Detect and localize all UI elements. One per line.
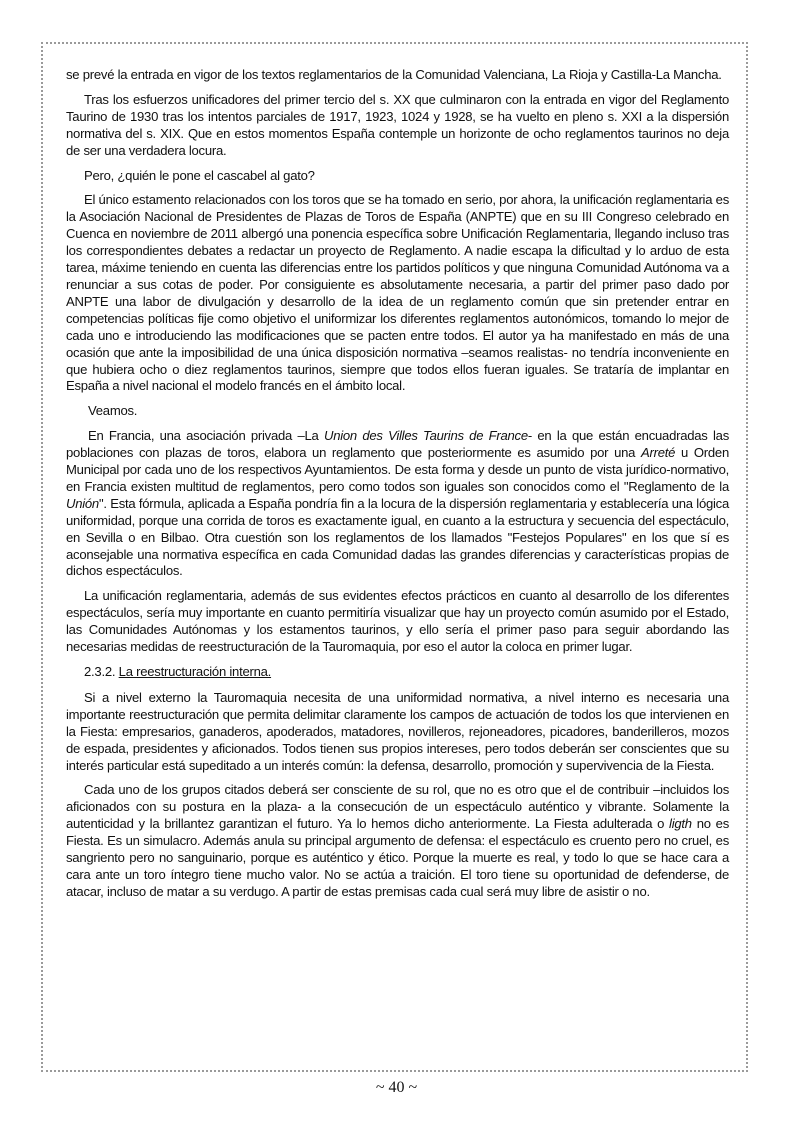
paragraph: Tras los esfuerzos unificadores del primer tercio del s. XX que culminaron con la entrada en vigor del Reglamento Taurino de 1930 tras los intentos parciales de 1917, 1923, 1024 y 1928, se ha vuelto en pleno s. XXI a la dispersión normativa del s. XIX. Que en estos momentos España contemple un horizonte de ocho reglamentos taurinos no deja de ser una verdadera locura. <box>66 91 729 158</box>
paragraph-with-italics <box>66 428 729 580</box>
text-run: no es Fiesta. Es un simulacro. Además anula su principal argumento de defensa: el espectáculo es cruento pero no cruel, es sangriento pero no sanguinario, porque es auténtico y ético. Porque la muerte es real, y todo lo que se hace cara a cara ante un toro íntegro tiene mucho valor. No se actúa a traición. El toro tiene su oportunidad de defenderse, de atacar, incluso de matar a su verdugo. A partir de estas premisas cada cual será muy libre de asistir o no. <box>66 816 729 899</box>
paragraph-with-italics <box>66 782 729 900</box>
text-run: En Francia, una asociación privada –La <box>88 428 324 444</box>
paragraph: El único estamento relacionados con los toros que se ha tomado en serio, por ahora, la unificación reglamentaria es la Asociación Nacional de Presidentes de Plazas de Toros de España (ANPTE) que en su III Congreso celebrado en Cuenca en noviembre de 2011 albergó una ponencia específica sobre Unificación Reglamentaria, llegando incluso tras los correspondientes debates a redactar un proyecto de Reglamento. A nadie escapa la dificultad y lo arduo de esta tarea, máxime teniendo en cuenta las diferencias entre los partidos políticos y que ninguna Comunidad Autónoma va a renunciar a sus cotas de poder. Por consiguiente es absolutamente necesaria, a partir del primer paso dado por ANPTE una labor de divulgación y desarrollo de la idea de un reglamento común que sin pretender entrar en competencias políticas fije como objetivo el uniformizar los diferentes reglamentos autonómicos, tomando lo mejor de cada uno e introduciendo las modificaciones que se pacten entre todos. El autor ya ha manifestado en más de una ocasión que ante la imposibilidad de una única disposición normativa –seamos realistas- no tendría inconveniente en que hubiera ocho o diez reglamentos taurinos, siempre que todos ellos fueran iguales. Se trataría de implantar en España a nivel nacional el modelo francés en el ámbito local. <box>66 192 729 394</box>
paragraph: Pero, ¿quién le pone el cascabel al gato? <box>84 167 315 183</box>
text-run: ". Esta fórmula, aplicada a España pondría fin a la locura de la dispersión reglamentaria y establecería una lógica uniformidad, porque una corrida de toros es exactamente igual, en cuanto a la estructura y secuencia del espectáculo, en Sevilla o en Bilbao. Otra cuestión son los reglamentos de los llamados "Festejos Populares" en los que sí es aconsejable una normativa específica en cada Comunidad dadas las grandes diferencias y características propias de dichos espectáculos. <box>66 495 729 579</box>
text-run: - en la que están encuadradas las poblaciones con plazas de toros, elabora un reglamento que posteriormente es asumido por una <box>66 428 729 461</box>
document-body <box>66 67 729 909</box>
text-run: u Orden Municipal por cada uno de los respectivos Ayuntamientos. De esta forma y desde un punto de vista jurídico-normativo, en Francia existen multitud de reglamentos, pero como todos son iguales son conocidos como el "Reglamento de la <box>66 445 729 494</box>
section-number: 2.3.2. <box>84 664 116 679</box>
page-number: ~ 40 ~ <box>375 1079 418 1096</box>
paragraph: Veamos. <box>88 403 138 419</box>
paragraph: Si a nivel externo la Tauromaquia necesita de una uniformidad normativa, a nivel interno es necesaria una importante reestructuración que permita delimitar claramente los campos de actuación de todos los que intervienen en la Fiesta: empresarios, ganaderos, apoderados, matadores, novilleros, rejoneadores, picadores, banderilleros, mozos de espada, presidentes y aficionados. Todos tienen sus propios intereses, pero todos deberán ser conscientes que su interés particular está supeditado a un interés común: la defensa, desarrollo, promoción y supervivencia de la Fiesta. <box>66 689 729 773</box>
italic-text: Arreté <box>641 445 676 461</box>
italic-text: Union des Villes Taurins de France <box>323 428 528 444</box>
section-title: La reestructuración interna. <box>118 664 272 679</box>
text-run: Cada uno de los grupos citados deberá ser consciente de su rol, que no es otro que el de contribuir –incluidos los aficionados con su postura en la plaza- a la consecución de un espectáculo auténtico y vibrante. Solamente la autenticidad y la brillantez garantizan el futuro. Ya lo hemos dicho anteriormente. La Fiesta adulterada o <box>66 782 729 832</box>
paragraph: se prevé la entrada en vigor de los textos reglamentarios de la Comunidad Valenciana, La Rioja y Castilla-La Mancha. <box>66 67 722 82</box>
section-heading <box>66 664 729 681</box>
paragraph: La unificación reglamentaria, además de sus evidentes efectos prácticos en cuanto al desarrollo de los diferentes espectáculos, sería muy importante en cuanto permitiría visualizar que hay un proyecto común asumido por el Estado, las Comunidades Autónomas y los estamentos taurinos, y ello sería el primer paso para seguir abordando las necesarias medidas de reestructuración de la Tauromaquia, por eso el autor la coloca en primer lugar. <box>66 588 729 655</box>
italic-text: ligth <box>669 816 692 832</box>
italic-text: Unión <box>66 495 99 511</box>
